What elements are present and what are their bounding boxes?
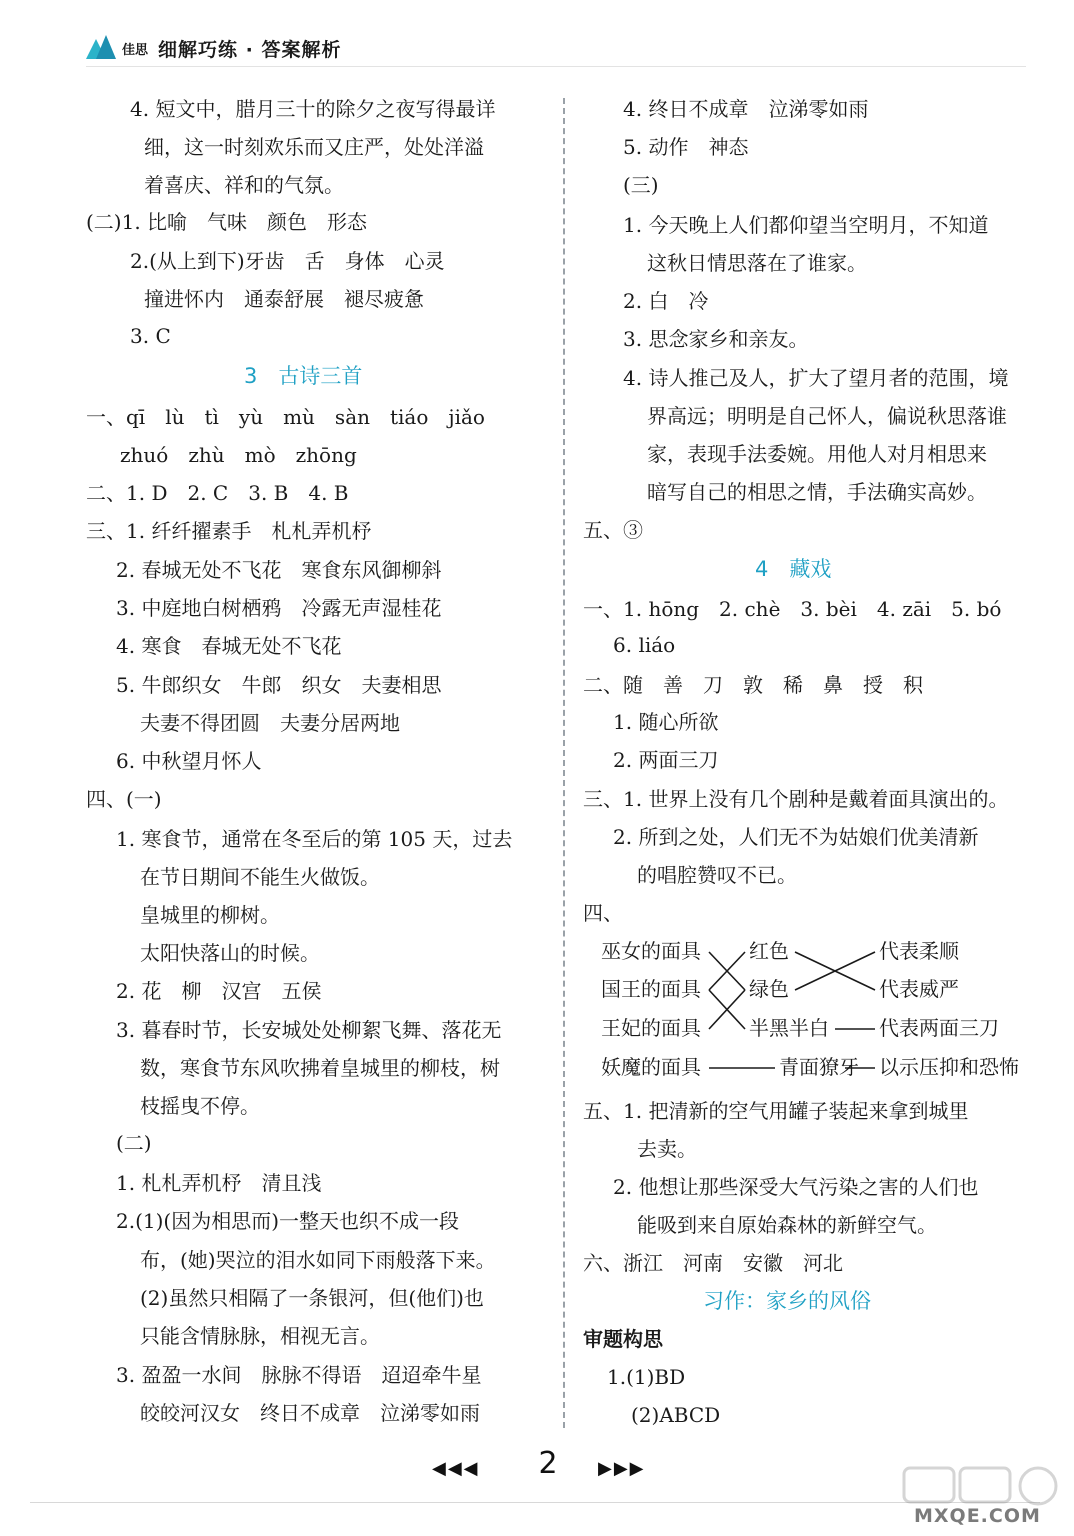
subheading: 审题构思	[583, 1327, 663, 1351]
answer-line: 2. 春城无处不飞花 寒食东风御柳斜	[116, 558, 442, 582]
answer-line: 在节日期间不能生火做饭。	[140, 865, 380, 889]
answer-line: 家，表现手法委婉。用他人对月相思来	[647, 442, 987, 466]
page-number: 2	[538, 1446, 558, 1481]
answer-line: 3. 盈盈一水间 脉脉不得语 迢迢牵牛星	[116, 1363, 482, 1387]
answer-line: 4. 诗人推己及人，扩大了望月者的范围，境	[623, 366, 1009, 390]
answer-line: 布，(她)哭泣的泪水如同下雨般落下来。	[140, 1248, 496, 1272]
answer-line: 暗写自己的相思之情，手法确实高妙。	[647, 480, 987, 504]
logo-icon	[86, 35, 116, 61]
answer-line: 夫妻不得团圆 夫妻分居两地	[140, 711, 400, 735]
section-title-lesson-3: 3 古诗三首	[244, 364, 363, 388]
answer-line: (二)1. 比喻 气味 颜色 形态	[86, 210, 368, 234]
mask-item: 国王的面具	[601, 977, 701, 1001]
color-item: 绿色	[749, 977, 789, 1001]
answer-line: 着喜庆、祥和的气氛。	[144, 173, 344, 197]
answer-line: 这秋日情思落在了谁家。	[647, 251, 867, 275]
color-item: 青面獠牙	[779, 1055, 859, 1079]
watermark-text: MXQE.COM	[914, 1505, 1041, 1527]
answer-line: 3. 暮春时节，长安城处处柳絮飞舞、落花无	[116, 1018, 502, 1042]
answer-line: 3. C	[130, 324, 171, 348]
answer-line: 界高远；明明是自己怀人，偏说秋思落谁	[647, 404, 1007, 428]
answer-line: (二)	[116, 1131, 152, 1155]
answer-line: 4. 终日不成章 泣涕零如雨	[623, 97, 869, 121]
color-item: 红色	[749, 939, 789, 963]
answer-line: 3. 中庭地白树栖鸦 冷露无声湿桂花	[116, 596, 442, 620]
answer-line: 能吸到来自原始森林的新鲜空气。	[637, 1213, 937, 1237]
page-header	[86, 30, 341, 66]
color-item: 半黑半白	[749, 1016, 829, 1040]
answer-line: 4. 短文中，腊月三十的除夕之夜写得最详	[130, 97, 496, 121]
answer-line: 六、浙江 河南 安徽 河北	[583, 1251, 843, 1275]
answer-line: 2.(从上到下)牙齿 舌 身体 心灵	[130, 249, 445, 273]
column-divider	[563, 98, 565, 1428]
answer-line: (2)ABCD	[631, 1403, 721, 1427]
answer-line: 细，这一时刻欢乐而又庄严，处处洋溢	[144, 135, 484, 159]
mask-item: 巫女的面具	[601, 939, 701, 963]
answer-line: 2.(1)(因为相思而)一整天也织不成一段	[116, 1209, 460, 1233]
meaning-item: 代表柔顺	[879, 939, 959, 963]
answer-line: 2. 两面三刀	[613, 748, 719, 772]
answer-line: zhuó zhù mò zhōng	[120, 443, 357, 467]
header-title: 细解巧练 · 答案解析	[158, 38, 342, 61]
answer-line: 二、1. D 2. C 3. B 4. B	[86, 481, 349, 505]
answer-line: (三)	[623, 173, 659, 197]
brand-name: 佳思	[122, 42, 149, 58]
answer-line: 6. 中秋望月怀人	[116, 749, 262, 773]
answer-line: (2)虽然只相隔了一条银河，但(他们)也	[140, 1286, 484, 1310]
answer-line: 太阳快落山的时候。	[140, 941, 320, 965]
answer-line: 1. 今天晚上人们都仰望当空明月，不知道	[623, 213, 989, 237]
answer-line: 2. 白 冷	[623, 289, 709, 313]
answer-line: 皇城里的柳树。	[140, 903, 280, 927]
prev-arrows-icon: ◀◀◀	[432, 1458, 480, 1479]
answer-line: 五、1. 把清新的空气用罐子装起来拿到城里	[583, 1099, 969, 1123]
answer-line: 数，寒食节东风吹拂着皇城里的柳枝，树	[140, 1056, 500, 1080]
answer-line: 二、随 善 刀 敦 稀 鼻 授 积	[583, 673, 923, 697]
answer-line: 撞进怀内 通泰舒展 褪尽疲惫	[144, 287, 424, 311]
answer-line: 3. 思念家乡和亲友。	[623, 327, 809, 351]
footer-rule	[30, 1502, 1040, 1503]
answer-line: 1. 随心所欲	[613, 710, 719, 734]
next-arrows-icon: ▶▶▶	[598, 1458, 646, 1479]
mask-item: 王妃的面具	[601, 1016, 701, 1040]
answer-line: 1. 寒食节，通常在冬至后的第 105 天，过去	[116, 827, 513, 851]
answer-line: 5. 牛郎织女 牛郎 织女 夫妻相思	[116, 673, 442, 697]
header-rule	[86, 66, 1026, 67]
meaning-item: 以示压抑和恐怖	[879, 1055, 1019, 1079]
answer-line: 2. 他想让那些深受大气污染之害的人们也	[613, 1175, 979, 1199]
section-title-composition: 习作：家乡的风俗	[703, 1289, 871, 1313]
answer-line: 三、1. 纤纤擢素手 札札弄机杼	[86, 519, 372, 543]
answer-line: 五、③	[583, 518, 643, 542]
answer-line: 枝摇曳不停。	[140, 1094, 260, 1118]
section-title-lesson-4: 4 藏戏	[755, 557, 832, 581]
answer-line: 6. liáo	[613, 633, 676, 657]
answer-line: 一、1. hōng 2. chè 3. bèi 4. zāi 5. bó	[583, 597, 1002, 621]
answer-line: 1. 札札弄机杼 清且浅	[116, 1171, 322, 1195]
answer-line: 2. 所到之处，人们无不为姑娘们优美清新	[613, 825, 979, 849]
answer-line: 只能含情脉脉，相视无言。	[140, 1324, 380, 1348]
answer-line: 四、(一)	[86, 787, 162, 811]
answer-line: 2. 花 柳 汉宫 五侯	[116, 979, 322, 1003]
answer-line: 四、	[583, 901, 623, 925]
answer-line: 一、qī lù tì yù mù sàn tiáo jiǎo	[86, 405, 485, 429]
answer-line: 皎皎河汉女 终日不成章 泣涕零如雨	[140, 1401, 480, 1425]
answer-line: 4. 寒食 春城无处不飞花	[116, 634, 342, 658]
meaning-item: 代表威严	[879, 977, 959, 1001]
answer-line: 三、1. 世界上没有几个剧种是戴着面具演出的。	[583, 787, 1009, 811]
meaning-item: 代表两面三刀	[879, 1016, 999, 1040]
mask-item: 妖魔的面具	[601, 1055, 701, 1079]
answer-line: 1.(1)BD	[607, 1365, 686, 1389]
answer-line: 去卖。	[637, 1137, 697, 1161]
answer-line: 的唱腔赞叹不已。	[637, 863, 797, 887]
answer-line: 5. 动作 神态	[623, 135, 749, 159]
